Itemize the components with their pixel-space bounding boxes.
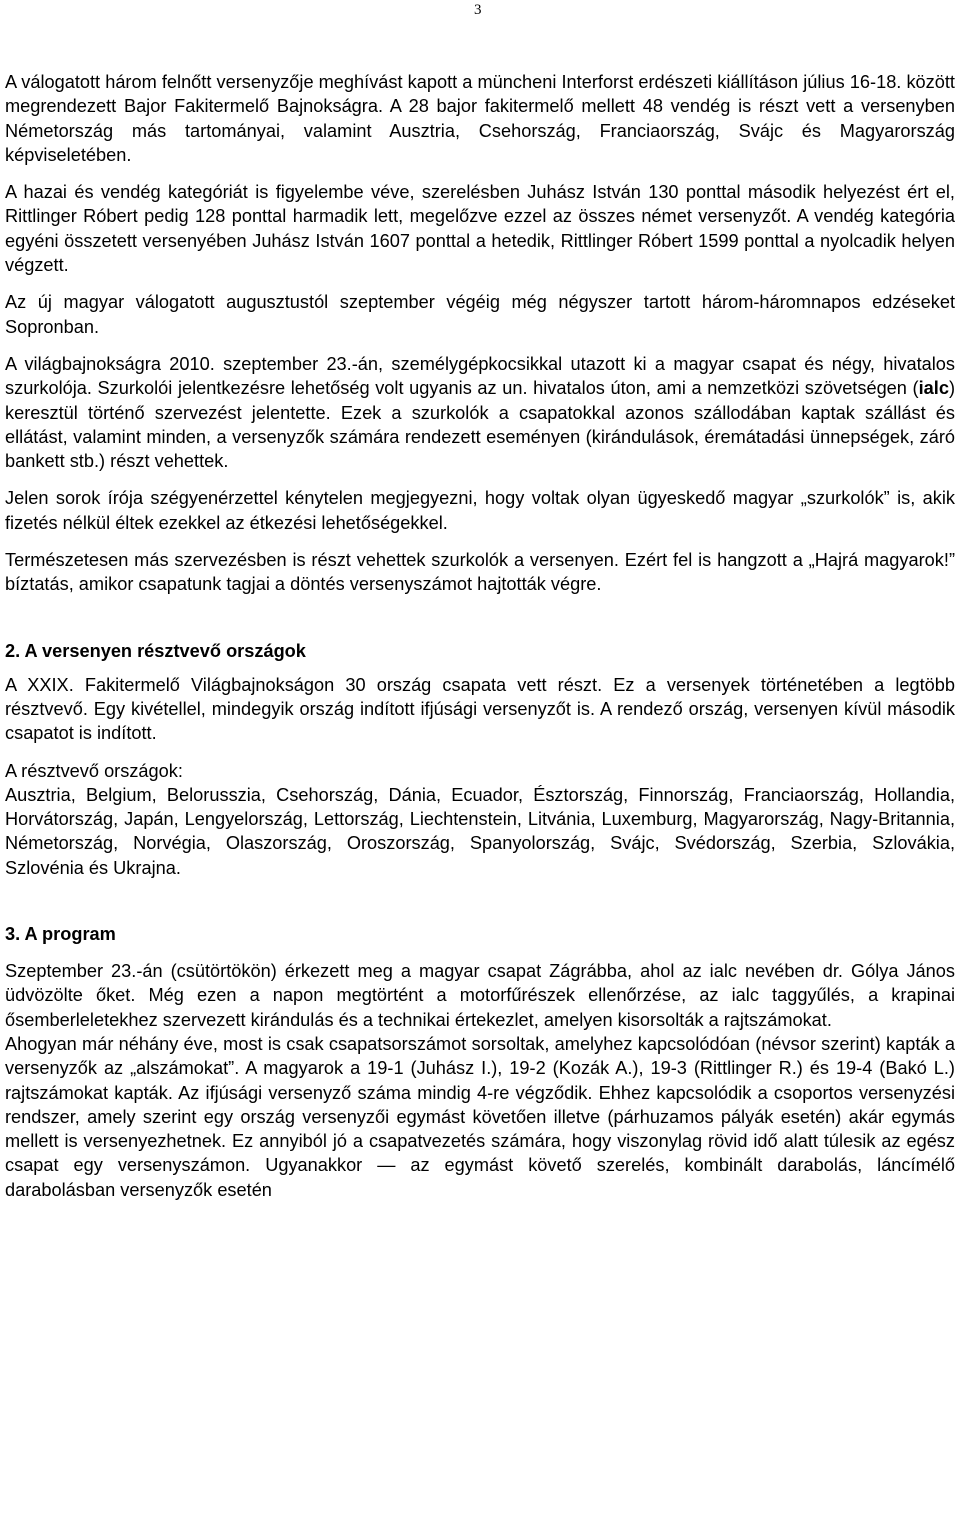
paragraph-results: A hazai és vendég kategóriát is figyelembe véve, szerelésben Juhász István 130 ponttal második helyezést ért el, Rittlinger Róbert pedig 128 ponttal harmadik lett, megelőzve ezzel az összes német versenyzőt. A vendég kategória egyéni összetett versenyében Juhász István 1607 ponttal a hetedik, Rittlinger Róbert 1599 ponttal a nyolcadik helyen végzett. bbox=[5, 182, 955, 276]
paragraph-arrival: Szeptember 23.-án (csütörtökön) érkezett meg a magyar csapat Zágrábba, ahol az ialc nevében dr. Gólya János üdvözölte őket. Még ezen a napon megtörtént a motorfűrészek ellenőrzése, az ialc taggyűlés, a krapinai ősemberleletekhez szervezett kirándulás és a technikai értekezlet, amelyen kisorsolták a rajtszámokat. bbox=[5, 961, 955, 1030]
paragraph-participation: A XXIX. Fakitermelő Világbajnokságon 30 ország csapata vett részt. Ez a versenyek történetében a legtöbb résztvevő. Egy kivétellel, mindegyik ország indított ifjúsági versenyzőt is. A rendező ország, versenyen kívül második csapatot is indított. bbox=[5, 674, 955, 744]
page-number: 3 bbox=[474, 2, 482, 18]
paragraph-supporters: Jelen sorok írója szégyenérzettel kénytelen megjegyezni, hogy voltak olyan ügyeskedő magyar „szurkolók” is, akik fizetés nélkül éltek ezekkel az étkezési lehetőségekkel. bbox=[5, 488, 955, 533]
p4-ialc-bold: ialc bbox=[918, 378, 949, 399]
p4-text-end: ) keresztül történő szervezést jelentette. Ezek a szurkolók a csapatokkal azonos szállodában kaptak szállást és ellátást, valamint minden, a versenyzők számára rendezett eseményen (kirándulások, éremátadási ünnepségek, záró bankett stb.) részt vehettek. bbox=[5, 378, 955, 472]
paragraph-cheering: Természetesen más szervezésben is részt vehettek szurkolók a versenyen. Ezért fel is hangzott a „Hajrá magyarok!” bíztatás, amikor csapatunk tagjai a döntés versenyszámot hajtották végre. bbox=[5, 550, 955, 595]
paragraph-world-championship-travel bbox=[5, 352, 955, 473]
document-body bbox=[5, 70, 955, 1202]
countries-list: Ausztria, Belgium, Belorusszia, Csehország, Dánia, Ecuador, Észtország, Finnország, Franciaország, Hollandia, Horvátország, Japán, Lengyelország, Lettország, Liechtenstein, Litvánia, Luxemburg, Magyarország, Nagy-Britannia, Németország, Norvégia, Olaszország, Oroszország, Spanyolország, Svájc, Svédország, Szerbia, Szlovákia, Szlovénia és Ukrajna. bbox=[5, 784, 955, 878]
paragraph-bavarian-championship: A válogatott három felnőtt versenyzője meghívást kapott a müncheni Interforst erdészeti kiállításon július 16-18. között megrendezett Bajor Fakitermelő Bajnokságra. A 28 bajor fakitermelő mellett 48 vendég is részt vett a versenyben Németország más tartományai, valamint Ausztria, Csehország, Franciaország, Svájc és Magyarország képviseletében. bbox=[5, 72, 955, 165]
paragraph-training: Az új magyar válogatott augusztustól szeptember végéig még négyszer tartott három-háromnapos edzéseket Sopronban. bbox=[5, 292, 955, 337]
p4-text-start: A világbajnokságra 2010. szeptember 23.-án, személygépkocsikkal utazott ki a magyar csapat és négy, hivatalos szurkolója. Szurkolói jelentkezésre lehetőség volt ugyanis az un. hivatalos úton, ami a nemzetközi szövetségen ( bbox=[5, 353, 955, 399]
section-heading-countries: 2. A versenyen résztvevő országok bbox=[5, 640, 306, 661]
paragraph-start-numbers: Ahogyan már néhány éve, most is csak csapatsorszámot sorsoltak, amelyhez kapcsolódóan (névsor szerint) kapták a versenyzők az „alszámokat”. A magyarok a 19-1 (Juhász I.), 19-2 (Kozák A.), 19-3 (Rittlinger R.) és 19-4 (Bakó L.) rajtszámokat kapták. Az ifjúsági versenyző száma mindig 4-re végződik. Ehhez kapcsolódik a csoportos versenyzési rendszer, amely szerint egy ország versenyzői egymást követően illetve (párhuzamos pályák esetén) akár egymás mellett is versenyezhetnek. Ez annyiból jó a csapatvezetés számára, hogy viszonylag rövid idő alatt túlesik az egész csapat egy versenyszámon. Ugyanakkor — az egymást követő szerelés, kombinált darabolás, láncímélő darabolásban versenyzők esetén bbox=[5, 1033, 955, 1200]
section-heading-program: 3. A program bbox=[5, 924, 116, 945]
countries-label: A résztvevő országok: bbox=[5, 760, 183, 781]
